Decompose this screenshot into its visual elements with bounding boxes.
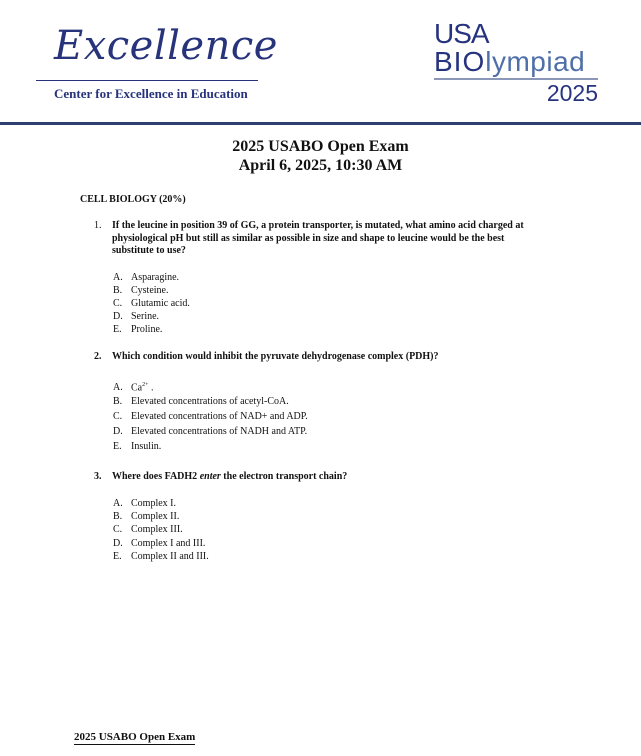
question-text-part: the electron transport chain?: [220, 471, 348, 482]
option-text: Complex I.: [131, 498, 176, 509]
logo-caption: Center for Excellence in Education: [54, 86, 248, 101]
excellence-logo-text: Excellence: [54, 23, 278, 69]
option-text: Ca: [131, 382, 143, 394]
logo-year: 2025: [546, 80, 598, 106]
answer-option[interactable]: [113, 410, 308, 423]
question-number: 3.: [94, 471, 102, 482]
option-text: Complex III.: [131, 524, 183, 535]
option-superscript: 2+: [142, 382, 149, 388]
option-text: Elevated concentrations of acetyl-CoA.: [131, 396, 289, 407]
option-text: Elevated concentrations of NADH and ATP.: [131, 426, 308, 437]
option-suffix: .: [148, 382, 154, 394]
exam-title: 2025 USABO Open Exam: [232, 138, 409, 155]
option-letter: E.: [113, 441, 122, 452]
question-text-emphasis: enter: [199, 471, 221, 482]
question-text: Which condition would inhibit the pyruvate dehydrogenase complex (PDH)?: [112, 351, 439, 362]
option-letter: B.: [113, 511, 123, 522]
answer-option[interactable]: [113, 523, 183, 536]
option-letter: A.: [113, 272, 123, 283]
question-text: If the leucine in position 39 of GG, a protein transporter, is mutated, what amino acid charged at physiological pH but still as similar as possible in size and shape to leucine would be the best substitute to use?: [112, 220, 524, 256]
cee-logo: [36, 23, 278, 106]
option-text: Asparagine.: [131, 272, 180, 283]
option-letter: C.: [113, 298, 123, 309]
option-letter: E.: [113, 551, 122, 562]
answer-option[interactable]: [113, 440, 161, 453]
header-rule: [0, 122, 641, 125]
option-letter: E.: [113, 324, 122, 335]
option-text: Glutamic acid.: [131, 298, 190, 309]
answer-option[interactable]: [113, 425, 307, 438]
answer-option[interactable]: [113, 271, 179, 284]
bio-text: BIO: [434, 46, 486, 77]
option-letter: C.: [113, 411, 123, 422]
section-heading: CELL BIOLOGY (20%): [80, 194, 186, 205]
answer-option[interactable]: [113, 379, 154, 394]
question-number: 1.: [94, 220, 102, 231]
exam-date: April 6, 2025, 10:30 AM: [238, 157, 403, 174]
page-footer: 2025 USABO Open Exam: [74, 731, 196, 743]
answer-option[interactable]: [113, 395, 289, 408]
answer-option[interactable]: [113, 297, 190, 310]
logo-divider: [36, 80, 258, 81]
usa-text: USA: [434, 18, 489, 49]
answer-option[interactable]: [113, 497, 176, 510]
answer-option[interactable]: [113, 310, 159, 323]
option-letter: C.: [113, 524, 123, 535]
answer-option[interactable]: [113, 537, 205, 550]
option-text: Complex II.: [131, 511, 180, 522]
option-text: Complex II and III.: [131, 551, 209, 562]
usabo-logo: [434, 20, 604, 112]
option-letter: B.: [113, 396, 123, 407]
option-letter: A.: [113, 498, 123, 509]
answer-option[interactable]: [113, 284, 169, 297]
option-letter: B.: [113, 285, 123, 296]
question-text-part: Where does FADH2: [112, 471, 200, 482]
lympiad-text: lympiad: [485, 46, 586, 77]
option-letter: D.: [113, 311, 123, 322]
biolympiad-text: [434, 48, 585, 76]
option-letter: A.: [113, 382, 123, 394]
option-text: Cysteine.: [131, 285, 169, 296]
answer-option[interactable]: [113, 550, 209, 563]
option-letter: D.: [113, 538, 123, 549]
option-letter: D.: [113, 426, 123, 437]
page-header: [0, 0, 641, 122]
question-text: [112, 471, 540, 484]
option-text: Complex I and III.: [131, 538, 206, 549]
option-text: Serine.: [131, 311, 160, 322]
question-number: 2.: [94, 351, 102, 362]
answer-option[interactable]: [113, 323, 162, 336]
answer-option[interactable]: [113, 510, 179, 523]
option-text: Elevated concentrations of NAD+ and ADP.: [131, 411, 308, 422]
option-text: Insulin.: [131, 441, 162, 452]
option-text: Proline.: [131, 324, 163, 335]
